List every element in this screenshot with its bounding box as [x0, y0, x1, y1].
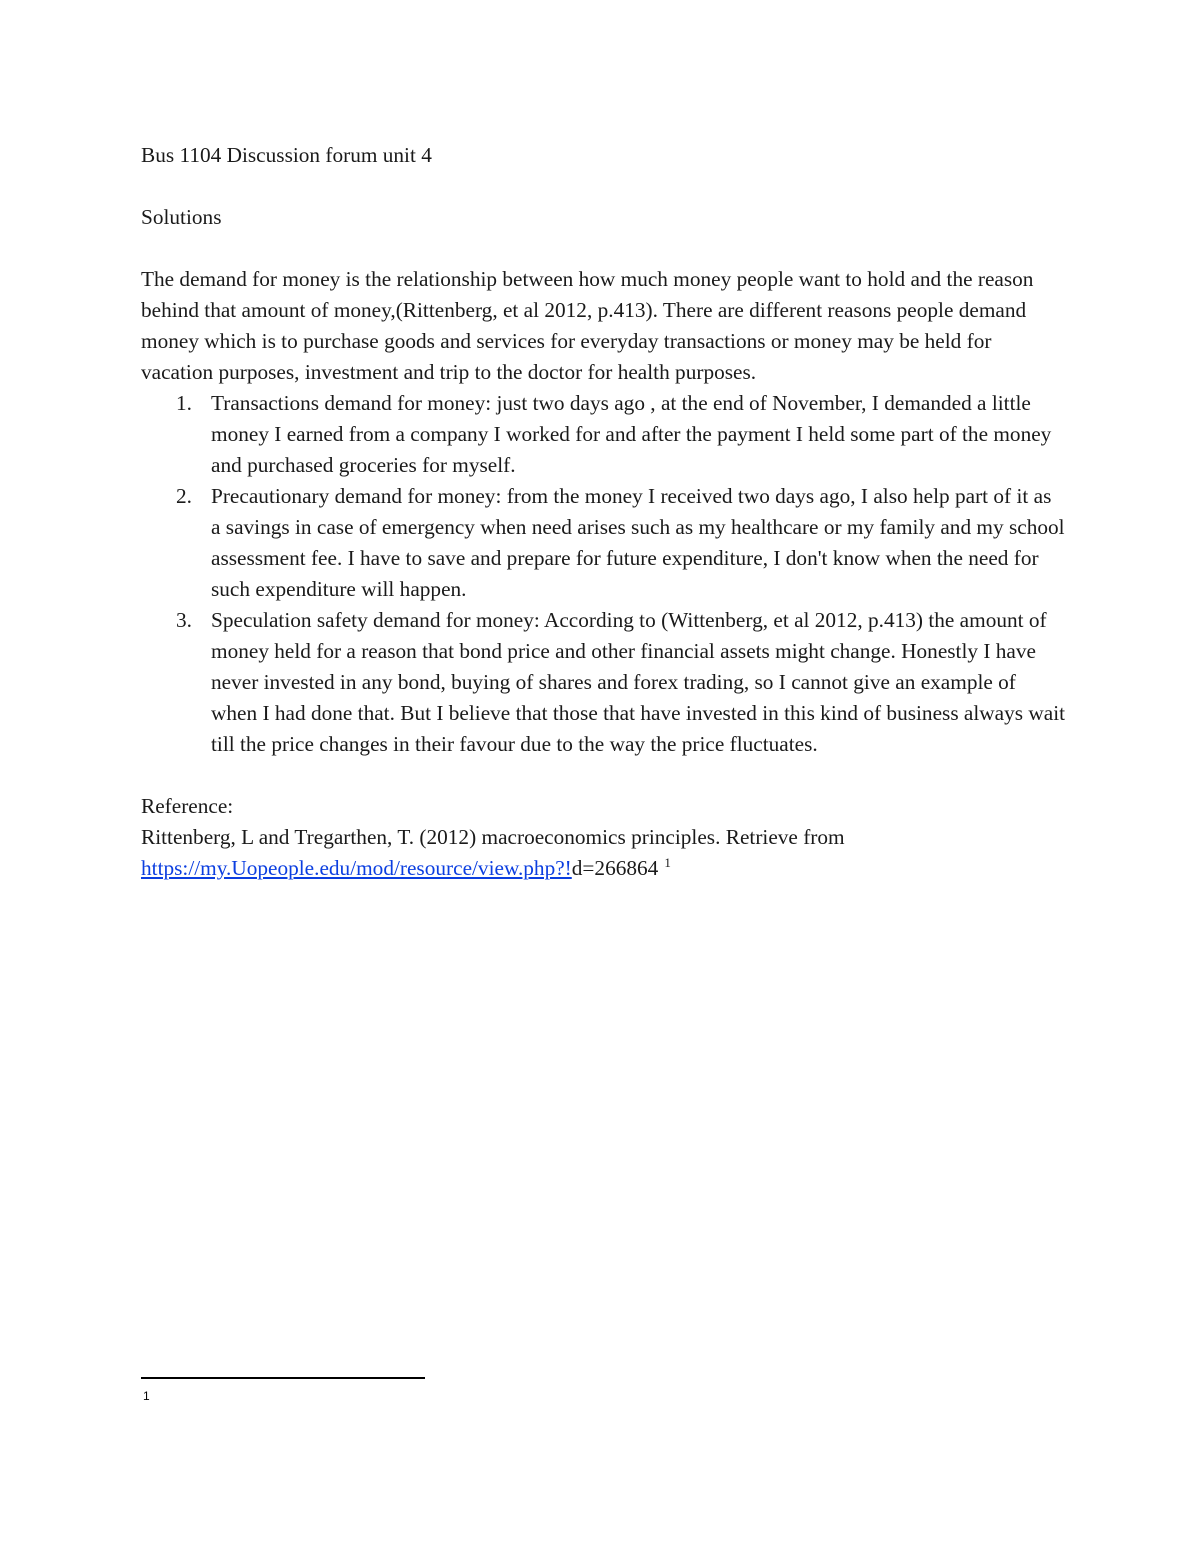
list-item-text: Transactions demand for money: just two days ago , at the end of November, I demanded a little money I earned from a company I worked for and after the payment I held some part of the money and purchased groceries for myself.	[211, 391, 1052, 477]
reference-label: Reference:	[141, 794, 234, 818]
list-number: 1.	[176, 391, 192, 415]
reference-section	[141, 791, 1066, 884]
list-item-text: Precautionary demand for money: from the money I received two days ago, I also help part of it as a savings in case of emergency when need arises such as my healthcare or my family and my school assessment fee. I have to save and prepare for future expenditure, I don't know when the need for such expenditure will happen.	[211, 484, 1065, 601]
list-item	[141, 388, 1066, 481]
document-title: Bus 1104 Discussion forum unit 4	[141, 143, 432, 167]
reference-link-suffix: d=266864	[571, 856, 659, 880]
intro-paragraph: The demand for money is the relationship between how much money people want to hold and the reason behind that amount of money,(Rittenberg, et al 2012, p.413). There are different reasons people demand money which is to purchase goods and services for everyday transactions or money may be held for vacation purposes, investment and trip to the doctor for health purposes.	[141, 267, 1034, 384]
reference-link[interactable]: https://my.Uopeople.edu/mod/resource/view.php?!	[141, 856, 572, 880]
footnote-separator	[141, 1377, 425, 1379]
footnote-number: 1	[143, 1389, 150, 1403]
demand-list	[141, 388, 1066, 760]
list-number: 3.	[176, 608, 192, 632]
list-item-text: Speculation safety demand for money: According to (Wittenberg, et al 2012, p.413) the amount of money held for a reason that bond price and other financial assets might change. Honestly I have never invested in any bond, buying of shares and forex trading, so I cannot give an example of when I had done that. But I believe that those that have invested in this kind of business always wait till the price changes in their favour due to the way the price fluctuates.	[211, 608, 1066, 756]
reference-url-line	[141, 853, 1066, 884]
footnote-marker: 1	[664, 854, 671, 870]
list-item	[141, 605, 1066, 760]
list-item	[141, 481, 1066, 605]
list-number: 2.	[176, 484, 192, 508]
reference-citation: Rittenberg, L and Tregarthen, T. (2012) macroeconomics principles. Retrieve from	[141, 825, 845, 849]
document-body	[141, 140, 1066, 884]
section-heading: Solutions	[141, 205, 222, 229]
